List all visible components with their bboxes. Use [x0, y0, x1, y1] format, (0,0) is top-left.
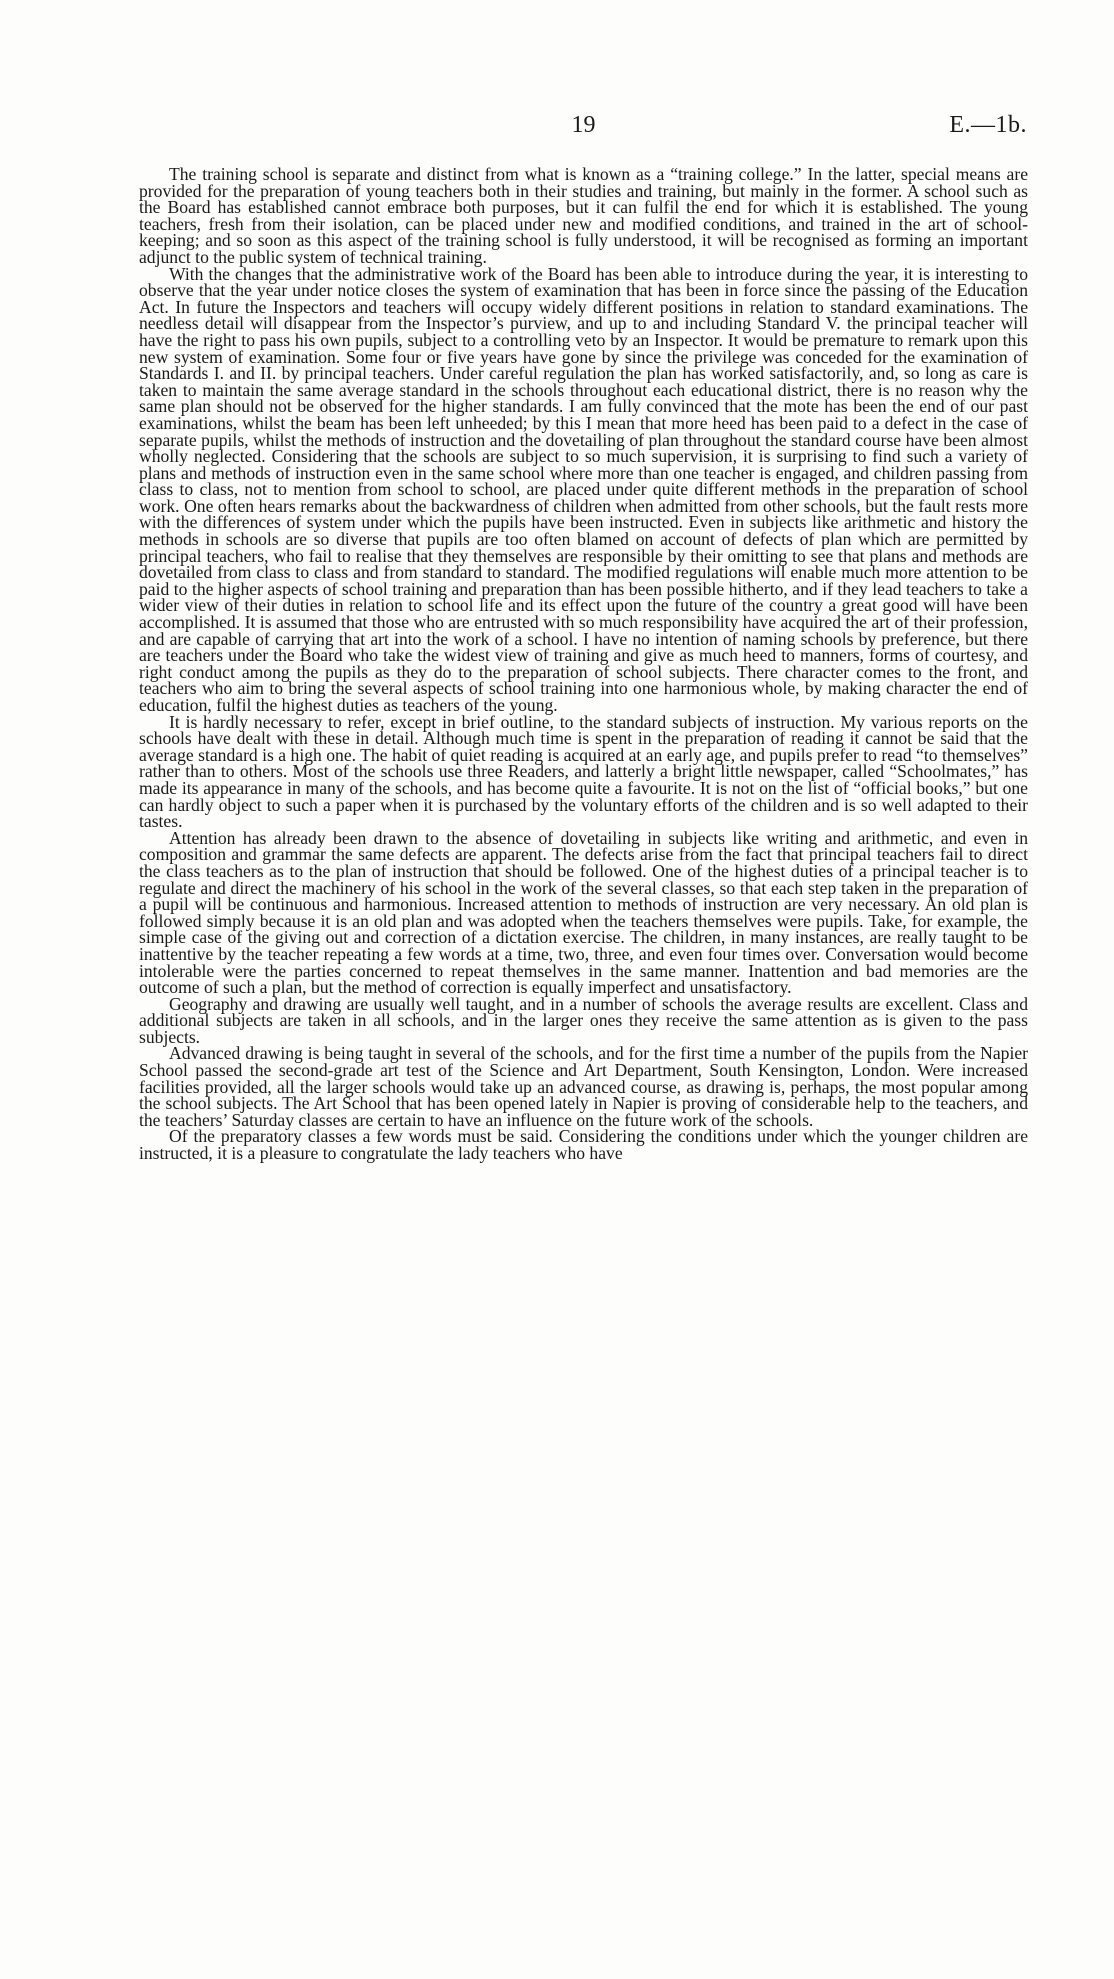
paragraph-advanced-drawing: Advanced drawing is being taught in several of the schools, and for the first time a number of the pupils from the Napier School passed the second-grade art test of the Science and Art Department, South Kensington, London. Were increased facilities provided, all the larger schools would take up an advanced course, as drawing is, perhaps, the most popular among the school subjects. The Art School that has been opened lately in Napier is proving of considerable help to the teachers, and the teachers’ Saturday classes are certain to have an influence on the future work of the schools.	[139, 1043, 1028, 1130]
paragraph-dovetailing: Attention has already been drawn to the absence of dovetailing in subjects like writing and arithmetic, and even in composition and grammar the same defects are apparent. The defects arise from the fact that principal teachers fail to direct the class teachers as to the plan of instruction that should be followed. One of the highest duties of a principal teacher is to regulate and direct the machinery of his school in the work of the several classes, so that each step taken in the preparation of a pupil will be continuous and harmonious. Increased attention to methods of instruction are very necessary. An old plan is followed simply because it is an old plan and was adopted when the teachers themselves were pupils. Take, for example, the simple case of the giving out and correction of a dictation exercise. The children, in many instances, are really taught to be inattentive by the teacher repeating a few words at a time, two, three, and even four times over. Conversation would become intolerable were the parties concerned to repeat themselves in the same manner. Inattention and bad memories are the outcome of such a plan, but the method of correction is equally imperfect and unsatisfactory.	[139, 827, 1028, 998]
paragraph-preparatory-classes: Of the preparatory classes a few words must be said. Considering the conditions under which the younger children are instructed, it is a pleasure to congratulate the lady teachers who have	[139, 1126, 1028, 1164]
paragraph-training-school: The training school is separate and distinct from what is known as a “training college.” In the latter, special means are provided for the preparation of young teachers both in their studies and training, but mainly in the former. A school such as the Board has established cannot embrace both purposes, but it can fulfil the end for which it is established. The young teachers, fresh from their isolation, can be placed under new and modified conditions, and trained in the art of school-keeping; and so soon as this aspect of the training school is fully understood, it will be recognised as forming an important adjunct to the public system of technical training.	[139, 164, 1028, 267]
document-reference: E.—1b.	[949, 112, 1027, 138]
paragraph-geography-drawing: Geography and drawing are usually well taught, and in a number of schools the average results are excellent. Class and additional subjects are taken in all schools, and in the larger ones they receive the same attention as is given to the pass subjects.	[139, 993, 1028, 1047]
paragraph-reading: It is hardly necessary to refer, except in brief outline, to the standard subjects of instruction. My various reports on the schools have dealt with these in detail. Although much time is spent in the preparation of reading it cannot be said that the average standard is a high one. The habit of quiet reading is acquired at an early age, and pupils prefer to read “to themselves” rather than to others. Most of the schools use three Readers, and latterly a bright little newspaper, called “Schoolmates,” has made its appearance in many of the schools, and has become quite a favourite. It is not on the list of “official books,” but one can hardly object to such a paper when it is purchased by the voluntary efforts of the children and is so well adapted to their tastes.	[139, 711, 1028, 832]
page-header	[140, 112, 1027, 152]
page-number: 19	[571, 112, 596, 138]
paragraph-examination-changes: With the changes that the administrative work of the Board has been able to introduce during the year, it is interesting to observe that the year under notice closes the system of examination that has been in force since the passing of the Education Act. In future the Inspectors and teachers will occupy widely different positions in relation to standard examinations. The needless detail will disappear from the Inspector’s purview, and up to and including Standard V. the principal teacher will have the right to pass his own pupils, subject to a controlling veto by an Inspector. It would be premature to remark upon this new system of examination. Some four or five years have gone by since the privilege was conceded for the examination of Standards I. and II. by principal teachers. Under careful regulation the plan has worked satisfactorily, and, so long as care is taken to maintain the same average standard in the schools throughout each educational district, there is no reason why the same plan should not be observed for the higher standards. I am fully convinced that the mote has been the end of our past examinations, whilst the beam has been left unheeded; by this I mean that more heed has been paid to a defect in the case of separate pupils, whilst the methods of instruction and the dovetailing of plan throughout the standard course have been almost wholly neglected. Considering that the schools are subject to so much supervision, it is surprising to find such a variety of plans and methods of instruction even in the same school where more than one teacher is engaged, and children passing from class to class, not to mention from school to school, are placed under quite different methods in the preparation of school work. One often hears remarks about the backwardness of children when admitted from other schools, but the fault rests more with the differences of system under which the pupils have been instructed. Even in subjects like arithmetic and history the methods in schools are so diverse that pupils are too often blamed on account of defects of plan which are permitted by principal teachers, who fail to realise that they themselves are responsible by their omitting to see that plans and methods are dovetailed from class to class and from standard to standard. The modified regulations will enable much more attention to be paid to the higher aspects of school training and preparation than has been possible hitherto, and if they lead teachers to take a wider view of their duties in relation to school life and its effect upon the future of the country a great good will have been accomplished. It is assumed that those who are entrusted with so much responsibility have acquired the art of their profession, and are capable of carrying that art into the work of a school. I have no intention of naming schools by preference, but there are teachers under the Board who take the widest view of training and give as much heed to manners, forms of courtesy, and right conduct among the pupils as they do to the preparation of school subjects. There character comes to the front, and teachers who aim to bring the several aspects of school training into one harmonious whole, by making character the end of education, fulfil the highest duties as teachers of the young.	[139, 263, 1028, 715]
body-text	[139, 166, 1028, 1162]
